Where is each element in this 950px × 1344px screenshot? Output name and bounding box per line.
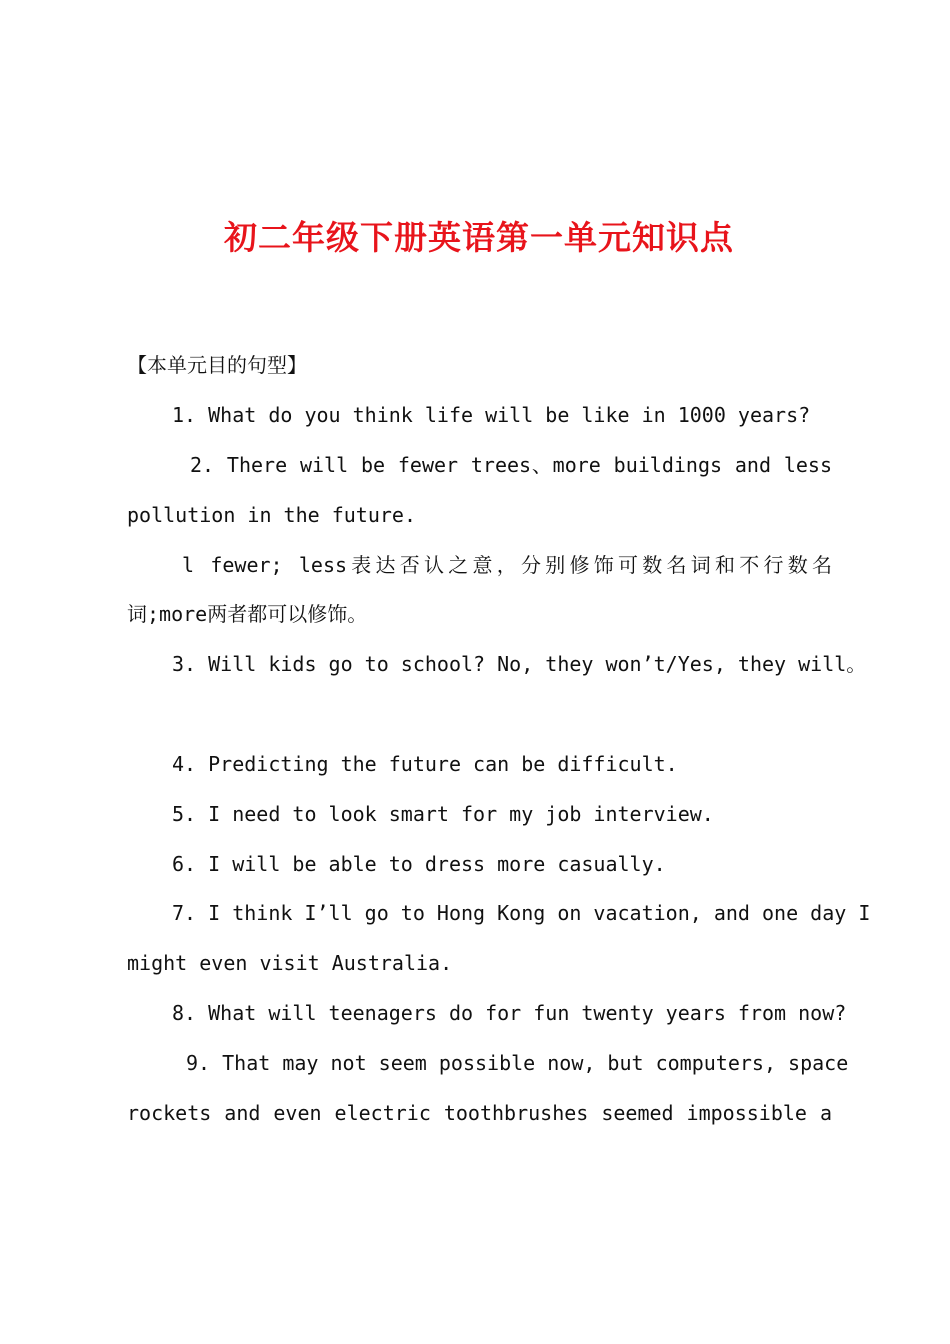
sentence-2-line-1: 2. There will be fewer trees、more buildings and less (190, 453, 832, 477)
sentence-8: 8. What will teenagers do for fun twenty years from now? (172, 1001, 847, 1025)
sentence-9-line-2: rockets and even electric toothbrushes seemed impossible a (127, 1101, 832, 1125)
sentence-9-line-1: 9. That may not seem possible now, but computers, space (186, 1051, 849, 1075)
section-heading: 【本单元目的句型】 (127, 353, 307, 377)
sentence-6: 6. I will be able to dress more casually. (172, 852, 666, 876)
sentence-7-line-2: might even visit Australia. (127, 951, 453, 975)
document-title: 初二年级下册英语第一单元知识点 (224, 218, 734, 257)
sentence-4: 4. Predicting the future can be difficult. (172, 752, 678, 776)
sentence-1: 1. What do you think life will be like in 1000 years? (172, 403, 811, 427)
note-line-1: l fewer; less表达否认之意，分别修饰可数名词和不行数名 (182, 553, 832, 577)
note-line-2: 词;more两者都可以修饰。 (127, 602, 368, 626)
sentence-5: 5. I need to look smart for my job interview. (172, 802, 714, 826)
sentence-2-line-2: pollution in the future. (127, 503, 416, 527)
sentence-3: 3. Will kids go to school? No, they won’t/Yes, they will。 (172, 652, 867, 676)
sentence-7-line-1: 7. I think I’ll go to Hong Kong on vacation, and one day I (172, 901, 871, 925)
